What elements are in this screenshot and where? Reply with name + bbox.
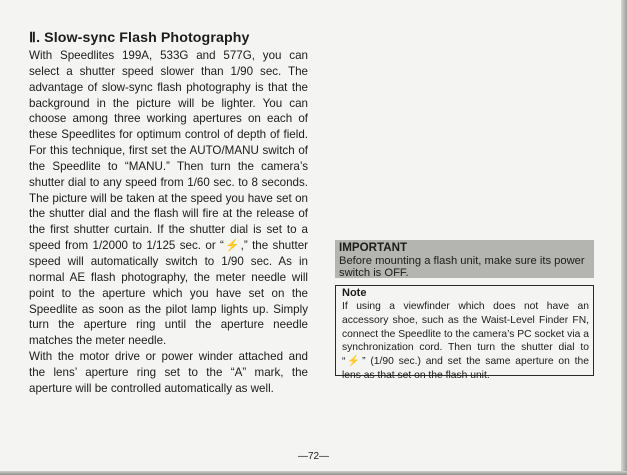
page-bottom-edge [0, 471, 627, 475]
note-box [335, 285, 594, 381]
important-title: IMPORTANT [339, 241, 408, 254]
note-title: Note [342, 287, 367, 299]
body-paragraph-1: With Speedlites 199A, 533G and 577G, you can select a shutter speed slower than 1/90 sec. The advantage of slow-sync flash photography is that the background in the picture will be lighter. You can choose among three working apertures on each of these Speedlites for optimum control of depth of field. For this technique, first set the AUTO/MANU switch of the Speedlite to “MANU.” Then turn the camera’s shutter dial to any speed from 1/60 sec. to 8 seconds. The picture will be taken at the speed you have set on the shutter dial and the flash will fire at the release of the first shutter curtain. If the shutter dial is set to a speed from 1/2000 to 1/125 sec. or “⚡,” the shutter speed will automatically switch to 1/90 sec. As in normal AE flash photography, the meter needle will point to the aperture which you have set on the Speedlite as soon as the pilot lamp lights up. Simply turn the aperture ring until the aperture needle matches the meter needle. [29, 49, 308, 348]
main-column [29, 30, 308, 397]
page-right-edge [621, 0, 627, 475]
important-callout [335, 240, 594, 278]
section-heading: Ⅱ. Slow-sync Flash Photography [29, 30, 250, 46]
note-text: If using a viewfinder which does not have an accessory shoe, such as the Waist-Level Finder FN, connect the Speedlite to the camera’s PC socket via a synchronization cord. Then turn the shutter dial to “⚡” (1/90 sec.) and set the same aperture on the lens as that set on the flash unit. [342, 301, 589, 381]
body-paragraph-2: With the motor drive or power winder attached and the lens’ aperture ring set to the “A” mark, the aperture will be controlled automatically as well. [29, 350, 308, 395]
page-number: —72— [297, 451, 330, 462]
important-text: Before mounting a flash unit, make sure its power switch is OFF. [339, 254, 585, 279]
